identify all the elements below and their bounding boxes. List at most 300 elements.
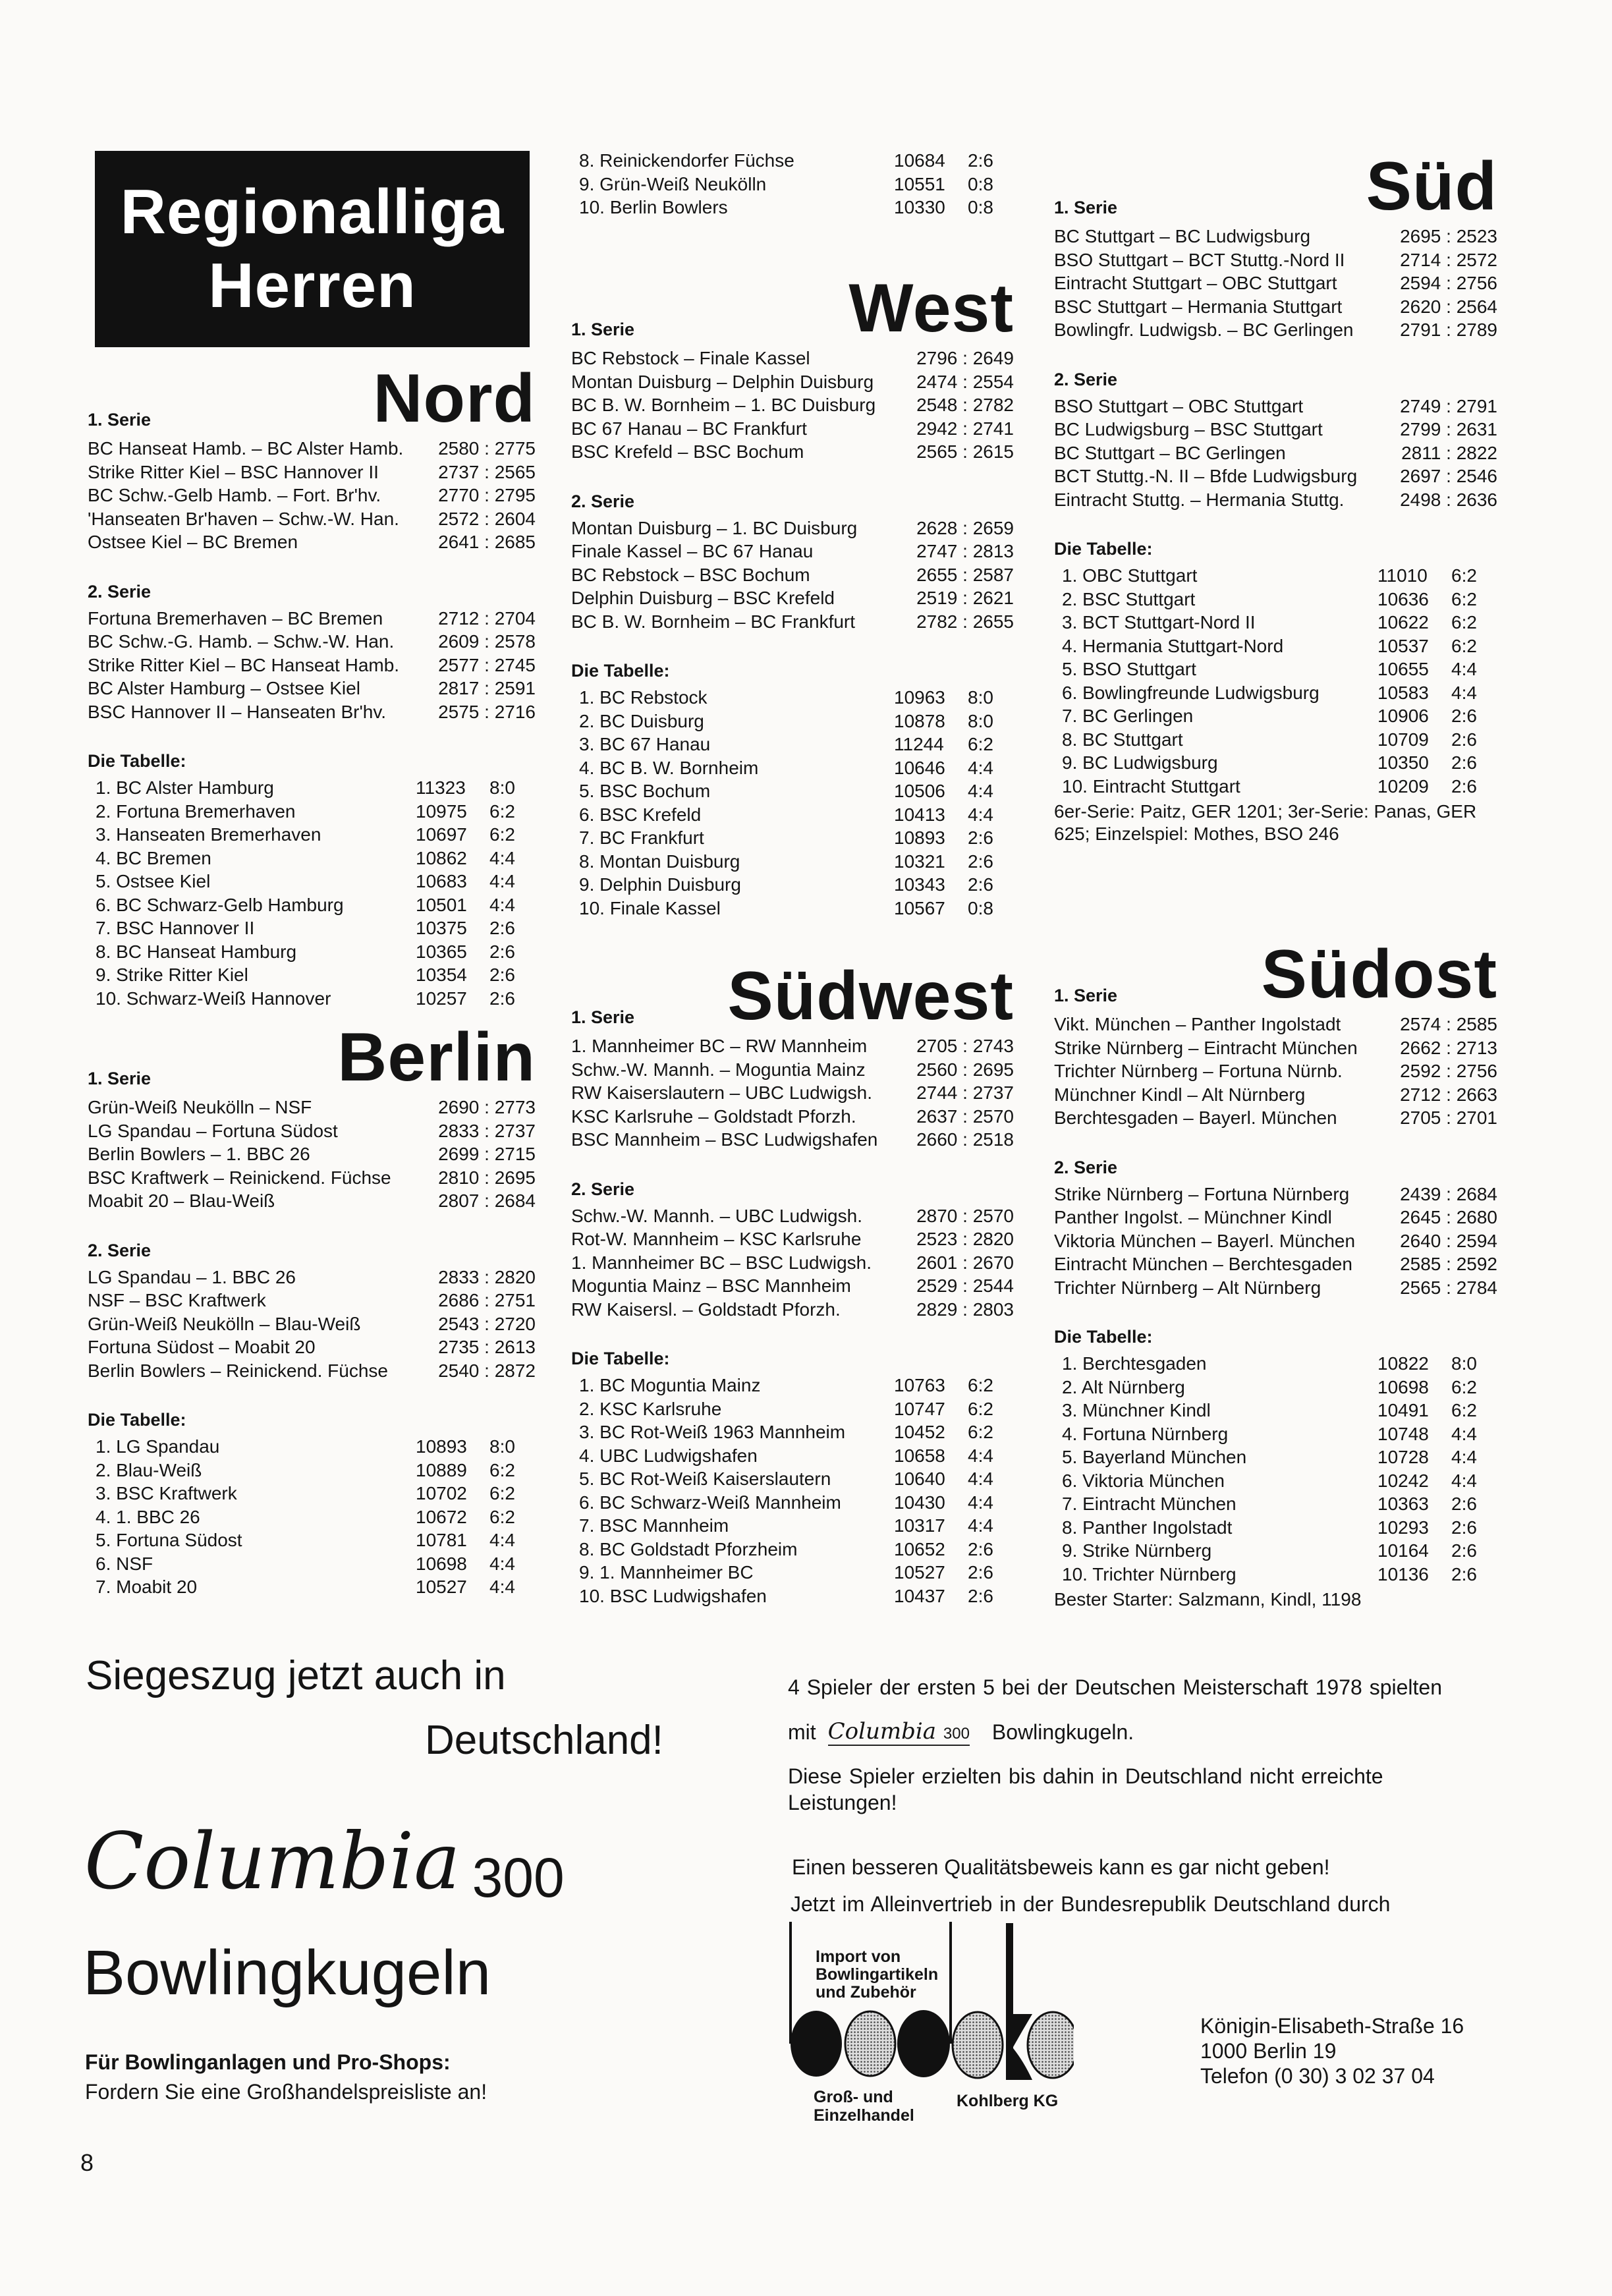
match-row (571, 1034, 1014, 1058)
match-row (571, 563, 1014, 587)
match-row (1054, 395, 1497, 418)
match-row (1054, 1036, 1497, 1060)
match-teams: 1. Mannheimer BC – BSC Ludwigsh. (571, 1252, 872, 1273)
match-teams: Berchtesgaden – Bayerl. München (1054, 1107, 1337, 1128)
match-row (1054, 225, 1497, 248)
match-row (88, 437, 536, 461)
match-row (88, 530, 536, 554)
table-row (88, 893, 536, 917)
points: 8:0 (1451, 1353, 1477, 1374)
section-berlin (88, 1019, 536, 1599)
match-score: 2796 : 2649 (916, 348, 1014, 368)
match-teams: 1. Mannheimer BC – RW Mannheim (571, 1036, 868, 1056)
team-name: 10. Eintracht Stuttgart (1062, 775, 1240, 797)
match-teams: Grün-Weiß Neukölln – Blau-Weiß (88, 1313, 361, 1334)
points: 0:8 (968, 197, 993, 217)
points: 2:6 (968, 1585, 993, 1606)
points: 6:2 (1451, 565, 1477, 586)
match-teams: BSC Stuttgart – Hermania Stuttgart (1054, 296, 1343, 317)
pins: 10363 (1377, 1494, 1429, 1514)
table-row (1054, 658, 1497, 681)
match-row (571, 1274, 1014, 1298)
table-row (571, 686, 1014, 710)
table-row (571, 1397, 1014, 1421)
match-row (1054, 1059, 1497, 1083)
pins: 10697 (416, 824, 467, 845)
table-row (1054, 1422, 1497, 1446)
match-row (88, 1119, 536, 1143)
pins: 10683 (416, 871, 467, 891)
table-row (88, 1552, 536, 1576)
match-row (88, 1359, 536, 1383)
match-row (88, 1289, 536, 1312)
match-score: 2523 : 2820 (916, 1229, 1014, 1249)
pins: 10343 (894, 874, 945, 895)
match-teams: Montan Duisburg – 1. BC Duisburg (571, 517, 858, 538)
match-score: 2782 : 2655 (916, 611, 1014, 632)
pins: 10551 (894, 173, 945, 194)
team-name: 9. 1. Mannheimer BC (579, 1562, 754, 1582)
match-row (571, 540, 1014, 563)
match-score: 2601 : 2670 (916, 1252, 1014, 1273)
pins: 11010 (1377, 565, 1428, 586)
table-row (88, 1435, 536, 1459)
pins: 11244 (894, 734, 944, 754)
match-row (571, 610, 1014, 634)
table-row (571, 733, 1014, 756)
table-row (88, 940, 536, 964)
match-row (571, 1298, 1014, 1322)
match-row (571, 1227, 1014, 1251)
pins: 10728 (1377, 1447, 1429, 1467)
team-name: 2. KSC Karlsruhe (579, 1398, 722, 1419)
kohlberg-logo (777, 1922, 1074, 2126)
points: 6:2 (489, 1459, 515, 1480)
address-phone: Telefon (0 30) 3 02 37 04 (1200, 2064, 1435, 2088)
table-row (1054, 1352, 1497, 1376)
table-row (571, 196, 1014, 219)
match-row (1054, 441, 1497, 465)
match-teams: Grün-Weiß Neukölln – NSF (88, 1097, 312, 1117)
team-name: 5. BSO Stuttgart (1062, 659, 1196, 679)
pins: 10658 (894, 1445, 945, 1466)
points: 6:2 (968, 1422, 993, 1442)
team-name: 8. BC Hanseat Hamburg (96, 941, 297, 962)
match-row (88, 654, 536, 677)
table-row (571, 897, 1014, 920)
team-name: 7. BC Frankfurt (579, 827, 704, 848)
table-row (571, 1374, 1014, 1397)
team-name: 8. Panther Ingolstadt (1062, 1517, 1233, 1538)
team-name: 10. Finale Kassel (579, 897, 721, 918)
match-score: 2498 : 2636 (1400, 489, 1497, 510)
points: 4:4 (968, 757, 993, 778)
table-row (1054, 564, 1497, 588)
points: 4:4 (968, 1445, 993, 1466)
table-row (88, 870, 536, 893)
points: 2:6 (1451, 1540, 1477, 1561)
pins: 10257 (416, 988, 467, 1009)
team-name: 9. Grün-Weiß Neukölln (579, 173, 767, 194)
table-row (88, 1505, 536, 1529)
match-teams: BC Stuttgart – BC Ludwigsburg (1054, 226, 1311, 246)
team-name: 1. LG Spandau (96, 1436, 220, 1457)
match-teams: BSC Krefeld – BSC Bochum (571, 441, 804, 462)
team-name: 5. Ostsee Kiel (96, 871, 211, 891)
pins: 10655 (1377, 659, 1429, 679)
points: 2:6 (489, 918, 515, 938)
match-row (571, 347, 1014, 370)
table-label: Die Tabelle: (571, 1349, 670, 1368)
points: 2:6 (968, 851, 993, 872)
serie-1-label: 1. Serie (1054, 198, 1118, 217)
columbia-small-logo (828, 1718, 970, 1746)
team-name: 5. BSC Bochum (579, 781, 711, 801)
points: 4:4 (1451, 682, 1477, 703)
team-name: 7. BSC Mannheim (579, 1515, 729, 1536)
match-teams: BC Alster Hamburg – Ostsee Kiel (88, 678, 360, 698)
points: 4:4 (1451, 659, 1477, 679)
match-teams: RW Kaisersl. – Goldstadt Pforzh. (571, 1299, 841, 1320)
match-teams: KSC Karlsruhe – Goldstadt Pforzh. (571, 1106, 856, 1127)
ad-claim-4: Einen besseren Qualitätsbeweis kann es gar nicht geben! (792, 1855, 1330, 1879)
pins: 10889 (416, 1459, 467, 1480)
team-name: 3. BCT Stuttgart-Nord II (1062, 612, 1256, 632)
match-row (571, 1204, 1014, 1228)
serie-1-label: 1. Serie (88, 410, 152, 430)
match-row (1054, 1206, 1497, 1229)
points: 6:2 (1451, 1376, 1477, 1397)
team-name: 5. Fortuna Südost (96, 1530, 242, 1550)
team-name: 6. NSF (96, 1553, 153, 1574)
pins: 10293 (1377, 1517, 1429, 1538)
match-row (1054, 464, 1497, 488)
table-row (88, 800, 536, 824)
match-row (1054, 248, 1497, 272)
pins: 10748 (1377, 1423, 1429, 1444)
team-name: 9. Strike Ritter Kiel (96, 965, 248, 985)
columbia-small-number: 300 (943, 1725, 970, 1743)
table-label: Die Tabelle: (571, 661, 670, 681)
match-row (1054, 1229, 1497, 1253)
table-row (1054, 611, 1497, 634)
team-name: 2. Alt Nürnberg (1062, 1376, 1185, 1397)
points: 4:4 (968, 781, 993, 801)
section-berlin-table-continued (571, 149, 1014, 219)
match-teams: RW Kaiserslautern – UBC Ludwigsh. (571, 1082, 873, 1103)
match-teams: BSC Mannheim – BSC Ludwigshafen (571, 1129, 878, 1150)
match-row (1054, 295, 1497, 319)
ad-claim-3: Diese Spieler erzielten bis dahin in Deutschland nicht erreichte (788, 1764, 1383, 1788)
team-name: 2. Blau-Weiß (96, 1459, 202, 1480)
title-line-1: Regionalliga (120, 177, 505, 247)
match-teams: LG Spandau – Fortuna Südost (88, 1120, 338, 1141)
table-row (571, 803, 1014, 827)
section-west (571, 270, 1014, 920)
region-title: Südost (1261, 936, 1497, 1013)
table-row (88, 916, 536, 940)
team-name: 4. Hermania Stuttgart-Nord (1062, 635, 1284, 656)
table-row (1054, 1539, 1497, 1563)
match-teams: NSF – BSC Kraftwerk (88, 1290, 266, 1310)
points: 4:4 (968, 1492, 993, 1513)
logo-trade-text (814, 2088, 914, 2125)
match-score: 2628 : 2659 (916, 517, 1014, 538)
team-name: 9. BC Ludwigsburg (1062, 752, 1218, 773)
team-name: 6. BC Schwarz-Gelb Hamburg (96, 894, 344, 915)
title-line-2: Herren (208, 250, 416, 321)
section-header (1054, 148, 1497, 225)
pins: 10501 (416, 894, 467, 915)
points: 2:6 (489, 988, 515, 1009)
match-score: 2744 : 2737 (916, 1082, 1014, 1103)
serie-1-label: 1. Serie (1054, 986, 1118, 1005)
match-teams: BC Ludwigsburg – BSC Stuttgart (1054, 419, 1323, 439)
points: 2:6 (1451, 1494, 1477, 1514)
points: 2:6 (489, 965, 515, 985)
match-teams: Münchner Kindl – Alt Nürnberg (1054, 1084, 1306, 1105)
pins: 10321 (894, 851, 945, 872)
match-teams: LG Spandau – 1. BBC 26 (88, 1266, 296, 1287)
ad-shops-label: Für Bowlinganlagen und Pro-Shops: (85, 2050, 451, 2074)
ad-product: Bowlingkugeln (83, 1938, 491, 2008)
match-row (88, 1312, 536, 1336)
table-row (1054, 1445, 1497, 1469)
page-number: 8 (80, 2149, 94, 2176)
table-row (571, 873, 1014, 897)
match-row (571, 1081, 1014, 1105)
points: 6:2 (1451, 1400, 1477, 1420)
match-score: 2662 : 2713 (1400, 1037, 1497, 1058)
match-score: 2810 : 2695 (438, 1167, 536, 1188)
table-row (1054, 728, 1497, 752)
match-teams: Panther Ingolst. – Münchner Kindl (1054, 1207, 1332, 1227)
table-row (571, 1514, 1014, 1538)
match-score: 2548 : 2782 (916, 395, 1014, 415)
match-row (88, 630, 536, 654)
pins: 10672 (416, 1506, 467, 1527)
team-name: 3. BSC Kraftwerk (96, 1483, 237, 1503)
table-label: Die Tabelle: (88, 751, 186, 771)
match-score: 2577 : 2745 (438, 654, 536, 675)
match-score: 2580 : 2775 (438, 438, 536, 459)
serie-1-label: 1. Serie (88, 1069, 152, 1088)
team-name: 5. BC Rot-Weiß Kaiserslautern (579, 1469, 831, 1489)
match-row (1054, 1106, 1497, 1130)
match-score: 2660 : 2518 (916, 1129, 1014, 1150)
pins: 10652 (894, 1538, 945, 1559)
table-row (571, 1420, 1014, 1444)
table-note: 6er-Serie: Paitz, GER 1201; 3er-Serie: Panas, GER 625; Einzelspiel: Mothes, BSO 246 (1054, 801, 1477, 844)
match-teams: Strike Nürnberg – Eintracht München (1054, 1037, 1358, 1058)
columbia-logo (84, 1779, 605, 1917)
points: 0:8 (968, 173, 993, 194)
match-teams: BC 67 Hanau – BC Frankfurt (571, 418, 807, 439)
team-name: 5. Bayerland München (1062, 1447, 1247, 1467)
match-teams: Schw.-W. Mannh. – Moguntia Mainz (571, 1059, 866, 1080)
match-score: 2609 : 2578 (438, 631, 536, 652)
table-label: Die Tabelle: (1054, 539, 1153, 559)
points: 0:8 (968, 897, 993, 918)
match-score: 2697 : 2546 (1400, 466, 1497, 486)
team-name: 3. Hanseaten Bremerhaven (96, 824, 321, 845)
points: 4:4 (1451, 1423, 1477, 1444)
pins: 10375 (416, 918, 467, 938)
match-row (1054, 1252, 1497, 1276)
table-row (571, 710, 1014, 733)
match-score: 2705 : 2743 (916, 1036, 1014, 1056)
points: 4:4 (968, 1515, 993, 1536)
match-row (571, 1105, 1014, 1129)
match-row (88, 700, 536, 724)
points: 6:2 (1451, 635, 1477, 656)
match-score: 2640 : 2594 (1400, 1230, 1497, 1251)
table-row (571, 1538, 1014, 1561)
logo-company: Kohlberg KG (957, 2092, 1059, 2110)
team-name: 2. BC Duisburg (579, 710, 704, 731)
match-teams: Berlin Bowlers – Reinickend. Füchse (88, 1360, 388, 1381)
pins: 10209 (1377, 775, 1429, 797)
points: 4:4 (1451, 1470, 1477, 1491)
logo-import-line: Import von (816, 1947, 901, 1966)
pins: 10622 (1377, 612, 1429, 632)
match-score: 2799 : 2631 (1400, 419, 1497, 439)
page-title-box (95, 151, 530, 347)
match-row (88, 461, 536, 484)
pins: 10506 (894, 781, 945, 801)
team-name: 2. Fortuna Bremerhaven (96, 800, 296, 822)
match-row (571, 393, 1014, 417)
match-teams: BC Stuttgart – BC Gerlingen (1054, 442, 1286, 463)
section-sued (1054, 148, 1497, 845)
match-score: 2690 : 2773 (438, 1097, 536, 1117)
ad-claim-5: Jetzt im Alleinvertrieb in der Bundesrepublik Deutschland durch (791, 1892, 1391, 1916)
team-name: 7. BC Gerlingen (1062, 706, 1194, 726)
points: 2:6 (1451, 1517, 1477, 1538)
logo-trade-line: Groß- und (814, 2088, 893, 2106)
table-row (1054, 1376, 1497, 1399)
points: 2:6 (1451, 775, 1477, 797)
table-row (571, 149, 1014, 173)
pins: 10862 (416, 847, 467, 868)
points: 2:6 (968, 1562, 993, 1582)
match-teams: Delphin Duisburg – BSC Krefeld (571, 588, 835, 608)
points: 2:6 (968, 827, 993, 848)
match-teams: BSO Stuttgart – OBC Stuttgart (1054, 395, 1304, 416)
team-name: 1. OBC Stuttgart (1062, 565, 1198, 586)
match-teams: Ostsee Kiel – BC Bremen (88, 532, 298, 552)
match-row (88, 677, 536, 700)
pins: 10702 (416, 1483, 467, 1503)
match-score: 2712 : 2663 (1400, 1084, 1497, 1105)
match-score: 2620 : 2564 (1400, 296, 1497, 317)
team-name: 4. BC B. W. Bornheim (579, 757, 759, 778)
pins: 10136 (1377, 1563, 1429, 1584)
match-score: 2574 : 2585 (1400, 1014, 1497, 1034)
table-row (571, 850, 1014, 874)
match-score: 2641 : 2685 (438, 532, 536, 552)
team-name: 9. Delphin Duisburg (579, 874, 741, 895)
region-title: West (848, 270, 1014, 347)
points: 2:6 (1451, 752, 1477, 773)
match-teams: Finale Kassel – BC 67 Hanau (571, 541, 814, 561)
table-row (88, 1575, 536, 1599)
match-row (571, 370, 1014, 394)
match-score: 2439 : 2684 (1400, 1183, 1497, 1204)
points: 2:6 (1451, 1563, 1477, 1584)
ad-claim-2-prefix: mit (788, 1720, 816, 1744)
pins: 10491 (1377, 1400, 1429, 1420)
match-row (88, 1189, 536, 1213)
region-title: Nord (373, 360, 536, 437)
points: 6:2 (968, 1398, 993, 1419)
match-teams: Vikt. München – Panther Ingolstadt (1054, 1014, 1341, 1034)
match-score: 2811 : 2822 (1401, 442, 1497, 463)
team-name: 3. BC 67 Hanau (579, 734, 711, 754)
points: 6:2 (489, 800, 515, 822)
points: 8:0 (968, 687, 993, 708)
match-teams: BSO Stuttgart – BCT Stuttg.-Nord II (1054, 249, 1345, 270)
pins: 10893 (894, 827, 945, 848)
table-row (1054, 634, 1497, 658)
points: 2:6 (968, 150, 993, 171)
points: 6:2 (1451, 588, 1477, 609)
match-score: 2817 : 2591 (438, 678, 536, 698)
section-header (571, 958, 1014, 1034)
team-name: 4. UBC Ludwigshafen (579, 1445, 758, 1466)
address-city: 1000 Berlin 19 (1200, 2039, 1337, 2063)
logo-trade-line: Einzelhandel (814, 2106, 914, 2125)
table-label: Die Tabelle: (88, 1410, 186, 1430)
table-row (1054, 775, 1497, 798)
match-teams: BC Hanseat Hamb. – BC Alster Hamb. (88, 438, 404, 459)
company-address (1200, 2013, 1464, 2088)
serie-1-label: 1. Serie (571, 1007, 635, 1027)
pins: 11323 (416, 777, 466, 798)
points: 6:2 (489, 1506, 515, 1527)
match-teams: BC B. W. Bornheim – BC Frankfurt (571, 611, 856, 632)
logo-import-text (816, 1948, 938, 2002)
match-teams: BC B. W. Bornheim – 1. BC Duisburg (571, 395, 876, 415)
team-name: 2. BSC Stuttgart (1062, 588, 1196, 609)
match-score: 2592 : 2756 (1400, 1061, 1497, 1081)
table-row (1054, 704, 1497, 728)
match-row (1054, 318, 1497, 342)
match-teams: BSC Kraftwerk – Reinickend. Füchse (88, 1167, 391, 1188)
pins: 10640 (894, 1469, 945, 1489)
pins: 10164 (1377, 1540, 1429, 1561)
match-row (88, 1166, 536, 1190)
table-row (88, 847, 536, 870)
ad-headline-2: Deutschland! (425, 1718, 663, 1763)
section-header (1054, 936, 1497, 1013)
pins: 10330 (894, 197, 945, 217)
match-row (1054, 1083, 1497, 1107)
pins: 10684 (894, 150, 945, 171)
match-row (1054, 1183, 1497, 1206)
points: 6:2 (968, 1375, 993, 1395)
pins: 10537 (1377, 635, 1429, 656)
team-name: 7. BSC Hannover II (96, 918, 255, 938)
team-name: 6. Bowlingfreunde Ludwigsburg (1062, 682, 1320, 703)
pins: 10698 (416, 1553, 467, 1574)
team-name: 8. Montan Duisburg (579, 851, 740, 872)
table-row (1054, 1563, 1497, 1586)
team-name: 1. Berchtesgaden (1062, 1353, 1207, 1374)
pins: 10527 (416, 1577, 467, 1597)
table-row (88, 987, 536, 1011)
serie-2-label: 2. Serie (571, 491, 635, 511)
